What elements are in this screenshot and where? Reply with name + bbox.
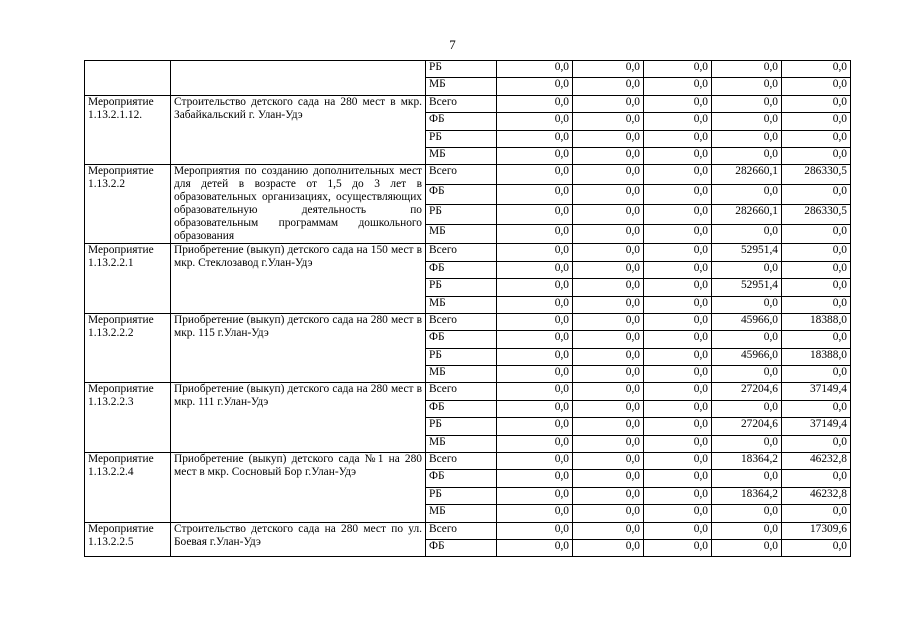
amount-cell: 0,0: [644, 130, 712, 147]
amount-cell: 286330,5: [782, 165, 851, 185]
amount-cell: 0,0: [497, 522, 573, 539]
amount-cell: 0,0: [573, 487, 644, 504]
amount-cell: 0,0: [497, 185, 573, 205]
amount-cell: 0,0: [573, 185, 644, 205]
activity-code-cell: Мероприятие 1.13.2.2.1: [85, 244, 171, 314]
amount-cell: 0,0: [782, 279, 851, 296]
amount-cell: 0,0: [573, 279, 644, 296]
amount-cell: 0,0: [573, 113, 644, 130]
amount-cell: 0,0: [497, 296, 573, 313]
amount-cell: 17309,6: [782, 522, 851, 539]
amount-cell: 0,0: [782, 78, 851, 95]
amount-cell: 0,0: [712, 113, 782, 130]
amount-cell: 46232,8: [782, 453, 851, 470]
amount-cell: 0,0: [644, 261, 712, 278]
amount-cell: 0,0: [712, 331, 782, 348]
amount-cell: 0,0: [782, 261, 851, 278]
amount-cell: 0,0: [644, 383, 712, 400]
amount-cell: 0,0: [497, 147, 573, 164]
activity-description-cell: Мероприятия по созданию дополнительных мест для детей в возрасте от 1,5 до 3 лет в образовательных организациях, осуществляющих образовательную деятельность по образовательным программам дошкольного образования: [171, 165, 426, 244]
funding-source-cell: РБ: [426, 279, 497, 296]
amount-cell: 0,0: [497, 204, 573, 224]
amount-cell: 0,0: [497, 348, 573, 365]
amount-cell: 0,0: [644, 487, 712, 504]
activity-description-cell: Строительство детского сада на 280 мест в мкр. Забайкальский г. Улан-Удэ: [171, 95, 426, 165]
amount-cell: 0,0: [573, 78, 644, 95]
amount-cell: 0,0: [712, 78, 782, 95]
amount-cell: 0,0: [782, 147, 851, 164]
amount-cell: 0,0: [712, 95, 782, 112]
amount-cell: 0,0: [497, 313, 573, 330]
activity-description-cell: Приобретение (выкуп) детского сада на 280 мест в мкр. 111 г.Улан-Удэ: [171, 383, 426, 453]
table-row: [85, 453, 851, 470]
amount-cell: 0,0: [573, 522, 644, 539]
amount-cell: 18388,0: [782, 348, 851, 365]
amount-cell: 0,0: [573, 204, 644, 224]
amount-cell: 0,0: [712, 130, 782, 147]
amount-cell: 0,0: [712, 505, 782, 522]
amount-cell: 0,0: [497, 95, 573, 112]
amount-cell: 0,0: [644, 185, 712, 205]
amount-cell: 0,0: [573, 539, 644, 556]
amount-cell: 0,0: [644, 348, 712, 365]
amount-cell: 0,0: [712, 61, 782, 78]
amount-cell: 0,0: [497, 113, 573, 130]
amount-cell: 0,0: [782, 95, 851, 112]
table-row: [85, 61, 851, 78]
table-row: [85, 313, 851, 330]
amount-cell: 0,0: [497, 78, 573, 95]
amount-cell: 0,0: [573, 261, 644, 278]
activity-description-cell: Приобретение (выкуп) детского сада на 150 мест в мкр. Стеклозавод г.Улан-Удэ: [171, 244, 426, 314]
funding-source-cell: РБ: [426, 487, 497, 504]
activity-code-cell: Мероприятие 1.13.2.1.12.: [85, 95, 171, 165]
amount-cell: 0,0: [497, 453, 573, 470]
amount-cell: 0,0: [497, 505, 573, 522]
amount-cell: 0,0: [573, 224, 644, 244]
funding-source-cell: РБ: [426, 418, 497, 435]
amount-cell: 0,0: [573, 418, 644, 435]
table-row: [85, 383, 851, 400]
amount-cell: 0,0: [644, 435, 712, 452]
amount-cell: 0,0: [644, 78, 712, 95]
amount-cell: 282660,1: [712, 165, 782, 185]
amount-cell: 0,0: [782, 224, 851, 244]
amount-cell: 37149,4: [782, 418, 851, 435]
activity-description-cell: Строительство детского сада на 280 мест по ул. Боевая г.Улан-Удэ: [171, 522, 426, 557]
amount-cell: 0,0: [573, 130, 644, 147]
amount-cell: 18364,2: [712, 453, 782, 470]
funding-source-cell: РБ: [426, 204, 497, 224]
activity-code-cell: [85, 61, 171, 96]
funding-source-cell: ФБ: [426, 539, 497, 556]
amount-cell: 0,0: [712, 224, 782, 244]
amount-cell: 0,0: [644, 366, 712, 383]
amount-cell: 286330,5: [782, 204, 851, 224]
amount-cell: 0,0: [644, 539, 712, 556]
amount-cell: 0,0: [644, 165, 712, 185]
amount-cell: 0,0: [573, 244, 644, 261]
funding-source-cell: РБ: [426, 61, 497, 78]
amount-cell: 0,0: [782, 61, 851, 78]
activity-code-cell: Мероприятие 1.13.2.2.2: [85, 313, 171, 383]
amount-cell: 0,0: [782, 130, 851, 147]
amount-cell: 0,0: [573, 505, 644, 522]
amount-cell: 0,0: [782, 400, 851, 417]
amount-cell: 0,0: [497, 165, 573, 185]
amount-cell: 0,0: [644, 224, 712, 244]
amount-cell: 0,0: [782, 331, 851, 348]
amount-cell: 18388,0: [782, 313, 851, 330]
amount-cell: 0,0: [497, 383, 573, 400]
funding-source-cell: Всего: [426, 95, 497, 112]
amount-cell: 45966,0: [712, 313, 782, 330]
funding-source-cell: МБ: [426, 296, 497, 313]
amount-cell: 0,0: [573, 383, 644, 400]
amount-cell: 0,0: [712, 366, 782, 383]
amount-cell: 27204,6: [712, 418, 782, 435]
amount-cell: 45966,0: [712, 348, 782, 365]
amount-cell: 0,0: [782, 366, 851, 383]
amount-cell: 0,0: [712, 185, 782, 205]
activity-code-cell: Мероприятие 1.13.2.2.5: [85, 522, 171, 557]
amount-cell: 0,0: [712, 539, 782, 556]
funding-source-cell: Всего: [426, 165, 497, 185]
funding-table: [84, 60, 851, 557]
funding-source-cell: Всего: [426, 244, 497, 261]
funding-source-cell: РБ: [426, 348, 497, 365]
amount-cell: 0,0: [644, 470, 712, 487]
activity-description-cell: Приобретение (выкуп) детского сада на 280 мест в мкр. 115 г.Улан-Удэ: [171, 313, 426, 383]
amount-cell: 0,0: [644, 244, 712, 261]
amount-cell: 0,0: [644, 95, 712, 112]
amount-cell: 0,0: [573, 348, 644, 365]
amount-cell: 0,0: [497, 539, 573, 556]
funding-source-cell: ФБ: [426, 185, 497, 205]
funding-source-cell: МБ: [426, 505, 497, 522]
amount-cell: 0,0: [712, 296, 782, 313]
funding-source-cell: МБ: [426, 435, 497, 452]
amount-cell: 0,0: [497, 418, 573, 435]
amount-cell: 0,0: [782, 113, 851, 130]
amount-cell: 0,0: [782, 244, 851, 261]
funding-source-cell: ФБ: [426, 331, 497, 348]
funding-source-cell: ФБ: [426, 470, 497, 487]
amount-cell: 0,0: [712, 522, 782, 539]
table-row: [85, 522, 851, 539]
funding-source-cell: Всего: [426, 453, 497, 470]
amount-cell: 0,0: [573, 147, 644, 164]
amount-cell: 52951,4: [712, 279, 782, 296]
funding-source-cell: РБ: [426, 130, 497, 147]
funding-source-cell: МБ: [426, 366, 497, 383]
amount-cell: 0,0: [497, 61, 573, 78]
amount-cell: 0,0: [644, 453, 712, 470]
funding-source-cell: Всего: [426, 522, 497, 539]
table-row: [85, 95, 851, 112]
amount-cell: 52951,4: [712, 244, 782, 261]
amount-cell: 0,0: [644, 61, 712, 78]
amount-cell: 0,0: [573, 366, 644, 383]
amount-cell: 0,0: [497, 224, 573, 244]
amount-cell: 0,0: [573, 400, 644, 417]
amount-cell: 0,0: [644, 204, 712, 224]
funding-source-cell: ФБ: [426, 400, 497, 417]
funding-source-cell: МБ: [426, 224, 497, 244]
amount-cell: 0,0: [573, 453, 644, 470]
amount-cell: 0,0: [644, 113, 712, 130]
funding-source-cell: ФБ: [426, 261, 497, 278]
amount-cell: 0,0: [644, 331, 712, 348]
amount-cell: 27204,6: [712, 383, 782, 400]
table-row: [85, 244, 851, 261]
amount-cell: 0,0: [644, 400, 712, 417]
amount-cell: 0,0: [644, 296, 712, 313]
amount-cell: 0,0: [644, 522, 712, 539]
amount-cell: 0,0: [497, 400, 573, 417]
amount-cell: 0,0: [573, 61, 644, 78]
amount-cell: 0,0: [573, 470, 644, 487]
amount-cell: 0,0: [644, 279, 712, 296]
amount-cell: 18364,2: [712, 487, 782, 504]
amount-cell: 0,0: [644, 313, 712, 330]
funding-table-body: [85, 61, 851, 557]
activity-code-cell: Мероприятие 1.13.2.2.4: [85, 453, 171, 523]
amount-cell: 0,0: [573, 165, 644, 185]
amount-cell: 37149,4: [782, 383, 851, 400]
amount-cell: 0,0: [782, 435, 851, 452]
amount-cell: 0,0: [497, 331, 573, 348]
amount-cell: 0,0: [712, 400, 782, 417]
funding-source-cell: Всего: [426, 383, 497, 400]
amount-cell: 0,0: [497, 261, 573, 278]
amount-cell: 0,0: [712, 435, 782, 452]
amount-cell: 46232,8: [782, 487, 851, 504]
amount-cell: 0,0: [782, 296, 851, 313]
amount-cell: 0,0: [497, 487, 573, 504]
amount-cell: 0,0: [782, 185, 851, 205]
amount-cell: 0,0: [573, 313, 644, 330]
amount-cell: 0,0: [644, 505, 712, 522]
funding-source-cell: МБ: [426, 78, 497, 95]
amount-cell: 0,0: [712, 470, 782, 487]
amount-cell: 0,0: [497, 130, 573, 147]
amount-cell: 0,0: [497, 435, 573, 452]
amount-cell: 0,0: [573, 95, 644, 112]
amount-cell: 0,0: [573, 331, 644, 348]
activity-code-cell: Мероприятие 1.13.2.2.3: [85, 383, 171, 453]
amount-cell: 0,0: [497, 244, 573, 261]
amount-cell: 0,0: [497, 279, 573, 296]
funding-source-cell: МБ: [426, 147, 497, 164]
amount-cell: 0,0: [712, 261, 782, 278]
amount-cell: 0,0: [497, 366, 573, 383]
activity-description-cell: [171, 61, 426, 96]
page-number: 7: [449, 37, 456, 52]
amount-cell: 0,0: [573, 435, 644, 452]
table-row: [85, 165, 851, 185]
amount-cell: 0,0: [782, 539, 851, 556]
amount-cell: 0,0: [497, 470, 573, 487]
funding-source-cell: Всего: [426, 313, 497, 330]
amount-cell: 0,0: [573, 296, 644, 313]
activity-code-cell: Мероприятие 1.13.2.2: [85, 165, 171, 244]
activity-description-cell: Приобретение (выкуп) детского сада №1 на 280 мест в мкр. Сосновый Бор г.Улан-Удэ: [171, 453, 426, 523]
funding-source-cell: ФБ: [426, 113, 497, 130]
amount-cell: 0,0: [712, 147, 782, 164]
amount-cell: 282660,1: [712, 204, 782, 224]
amount-cell: 0,0: [644, 418, 712, 435]
amount-cell: 0,0: [782, 505, 851, 522]
amount-cell: 0,0: [782, 470, 851, 487]
amount-cell: 0,0: [644, 147, 712, 164]
